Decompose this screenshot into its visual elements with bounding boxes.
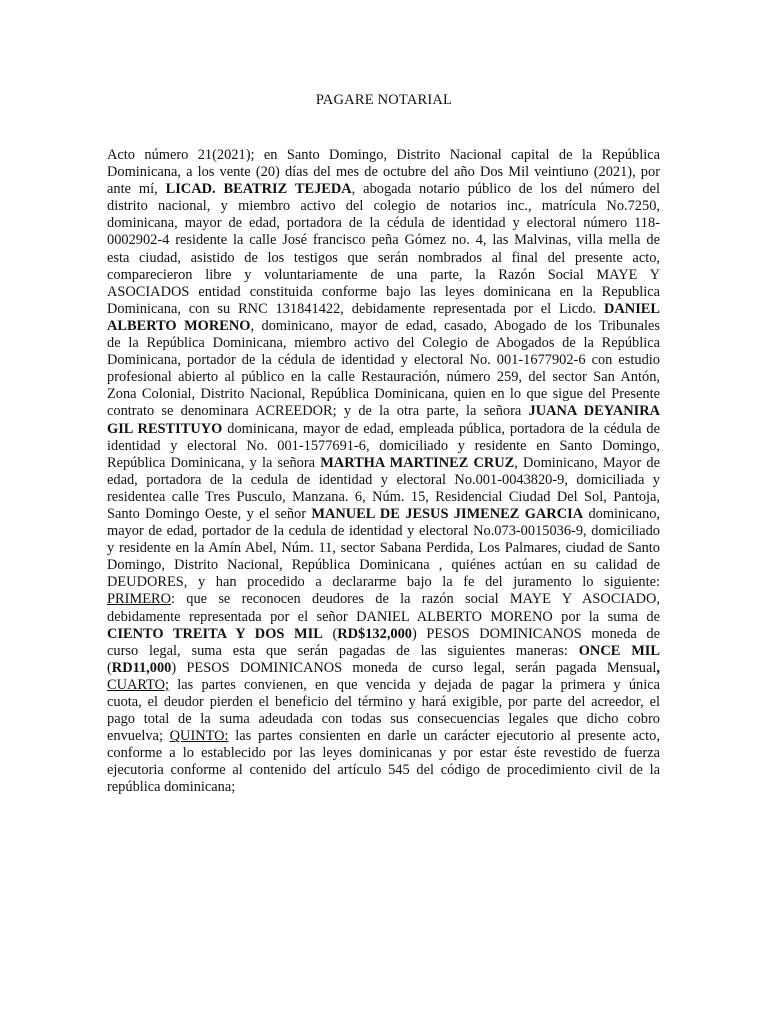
text-segment: conforme a lo establecido por las leyes dominicanas y por estar éste revestido de fuerza [107, 745, 660, 762]
text-segment: comparecieron libre y voluntariamente de una parte, la Razón Social MAYE Y [107, 266, 660, 283]
text-segment: Acto número 21(2021); en Santo Domingo, Distrito Nacional capital de la República [107, 147, 660, 163]
text-line [107, 421, 660, 438]
text-segment: y residente en la Amín Abel, Núm. 11, sector Sabana Perdida, Los Palmares, ciudad de Santo [107, 540, 660, 557]
text-segment: , Dominicano, Mayor de [514, 454, 660, 471]
text-segment: , abogada notario público de los del número del [351, 181, 660, 198]
text-line [107, 181, 660, 198]
text-segment: debidamente representada por el señor DANIEL ALBERTO MORENO por la suma de [107, 608, 660, 625]
text-line [107, 403, 660, 420]
text-segment: profesional abierto al público en la calle Restauración, número 259, del sector San Antón, [107, 369, 660, 386]
text-line [107, 762, 660, 779]
document-title: PAGARE NOTARIAL [315, 92, 453, 108]
text-line [107, 609, 660, 626]
text-segment: ASOCIADOS entidad constituida conforme bajo las leyes dominicana en la Republica [107, 283, 660, 300]
bold-text: JUANA DEYANIRA [528, 403, 660, 420]
clause-label: PRIMERO [107, 591, 171, 608]
text-segment: : que se reconocen deudores de la razón social MAYE Y ASOCIADO, [170, 591, 660, 608]
text-segment: Zona Colonial, Distrito Nacional, República Dominicana, quien en lo que sigue del Presente [107, 386, 660, 403]
text-segment: las partes convienen, en que vencida y dejada de pagar la primera y única [169, 676, 660, 693]
text-line [107, 386, 660, 403]
text-segment: ( [107, 659, 112, 676]
bold-text: , [656, 659, 660, 676]
text-line [107, 660, 660, 677]
text-segment: ante mí, [107, 181, 166, 198]
bold-text: CIENTO TREITA Y DOS MIL [107, 625, 323, 642]
clause-label: CUARTO; [107, 676, 170, 693]
bold-text: RD$132,000 [337, 625, 412, 642]
text-segment: dominicana, mayor de edad, portadora de la cédula de identidad y electoral número 118- [107, 215, 660, 232]
text-line [107, 301, 660, 318]
text-segment: curso legal, suma esta que serán pagadas de las siguientes maneras: [107, 642, 579, 659]
text-line [107, 745, 660, 762]
text-segment: 0002902-4 residente la calle José francisco peña Gómez no. 4, las Malvinas, villa mella de [107, 232, 660, 249]
text-segment: DEUDORES, y han procedido a declararme bajo la fe del juramento lo siguiente: [107, 574, 660, 591]
text-segment: distrito nacional, y miembro activo del colegio de notarios inc., matrícula No.7250, [107, 198, 660, 215]
document-body [107, 147, 660, 797]
text-segment: república dominicana; [107, 779, 236, 796]
text-line [107, 489, 660, 506]
text-line [107, 711, 660, 728]
text-segment: pago total de la suma adeudada con todas sus consecuencias legales que dicho cobro [107, 711, 660, 728]
bold-text: ONCE MIL [578, 642, 660, 659]
text-segment: Dominicana, con su RNC 131841422, debidamente representada por el Licdo. [107, 300, 605, 317]
text-segment: dominicano, [583, 505, 660, 522]
text-line [107, 250, 660, 267]
text-line [107, 574, 660, 591]
bold-text: DANIEL [604, 300, 660, 317]
text-line [107, 438, 660, 455]
text-segment: Santo Domingo Oeste, y el señor [107, 505, 312, 522]
bold-text: GIL RESTITUYO [107, 420, 223, 437]
bold-text: ALBERTO MORENO [107, 317, 251, 334]
text-segment: Dominicana, a los vente (20) días del mes de octubre del año Dos Mil veintiuno (2021), por [107, 164, 660, 181]
text-line [107, 694, 660, 711]
text-segment: identidad y electoral No. 001-1577691-6, domiciliado y residente en Santo Domingo, [107, 437, 660, 454]
text-segment: contrato se denominara ACREEDOR; y de la otra parte, la señora [107, 403, 529, 420]
text-line [107, 318, 660, 335]
text-line [107, 198, 660, 215]
text-line [107, 523, 660, 540]
text-segment: cuota, el deudor pierden el beneficio del término y hará exigible, por parte del acreedor, el [107, 694, 660, 710]
text-segment: , dominicano, mayor de edad, casado, Abogado de los Tribunales [250, 317, 660, 334]
text-line [107, 506, 660, 523]
text-segment: edad, portadora de la cedula de identidad y electoral No.001-0043820-9, domiciliada y [107, 471, 660, 488]
text-line [107, 540, 660, 557]
text-segment: dominicana, mayor de edad, empleada pública, portadora de la cédula de [222, 420, 660, 437]
text-line [107, 352, 660, 369]
bold-text: RD11,000 [111, 659, 172, 676]
text-segment: las partes consienten en darle un carácter ejecutorio al presente acto, [228, 728, 660, 745]
text-line [107, 164, 660, 181]
text-line [107, 626, 660, 643]
text-line [107, 557, 660, 574]
text-segment: ( [322, 625, 338, 642]
text-line [107, 591, 660, 608]
text-segment: ejecutoria conforme al contenido del artículo 545 del código de procedimiento civil de la [107, 762, 660, 779]
text-line [107, 335, 660, 352]
text-line [107, 147, 660, 164]
text-line [107, 472, 660, 489]
text-segment: mayor de edad, portador de la cedula de identidad y electoral No.073-0015036-9, domiciliado [107, 523, 660, 540]
text-line [107, 215, 660, 232]
text-segment: Dominicana, portador de la cédula de identidad y electoral No. 001-1677902-6 con estudio [107, 352, 660, 369]
text-line [107, 267, 660, 284]
text-line [107, 677, 660, 694]
text-segment: envuelva; [107, 728, 170, 745]
text-line [107, 284, 660, 301]
text-segment: esta ciudad, asistido de los testigos que serán nombrados al final del presente acto, [107, 249, 660, 266]
text-segment: ) PESOS DOMINICANOS moneda de curso legal, serán pagada Mensual [171, 659, 657, 676]
text-line [107, 779, 660, 796]
text-line [107, 232, 660, 249]
text-segment: Domingo, Distrito Nacional, República Dominicana , quiénes actúan en su calidad de [107, 557, 660, 574]
clause-label: QUINTO: [169, 728, 229, 745]
text-line [107, 643, 660, 660]
text-segment: República Dominicana, y la señora [107, 454, 321, 471]
text-segment: ) PESOS DOMINICANOS moneda de [412, 625, 660, 642]
bold-text: MANUEL DE JESUS JIMENEZ GARCIA [311, 505, 584, 522]
bold-text: LICAD. BEATRIZ TEJEDA [165, 181, 352, 198]
text-line [107, 455, 660, 472]
text-line [107, 728, 660, 745]
bold-text: MARTHA MARTINEZ CRUZ [320, 454, 515, 471]
text-line [107, 369, 660, 386]
text-segment: de la República Dominicana, miembro activo del Colegio de Abogados de la República [107, 335, 660, 352]
text-segment: residentea calle Tres Pusculo, Manzana. 6, Núm. 15, Residencial Ciudad Del Sol, Pantoja, [107, 488, 660, 505]
